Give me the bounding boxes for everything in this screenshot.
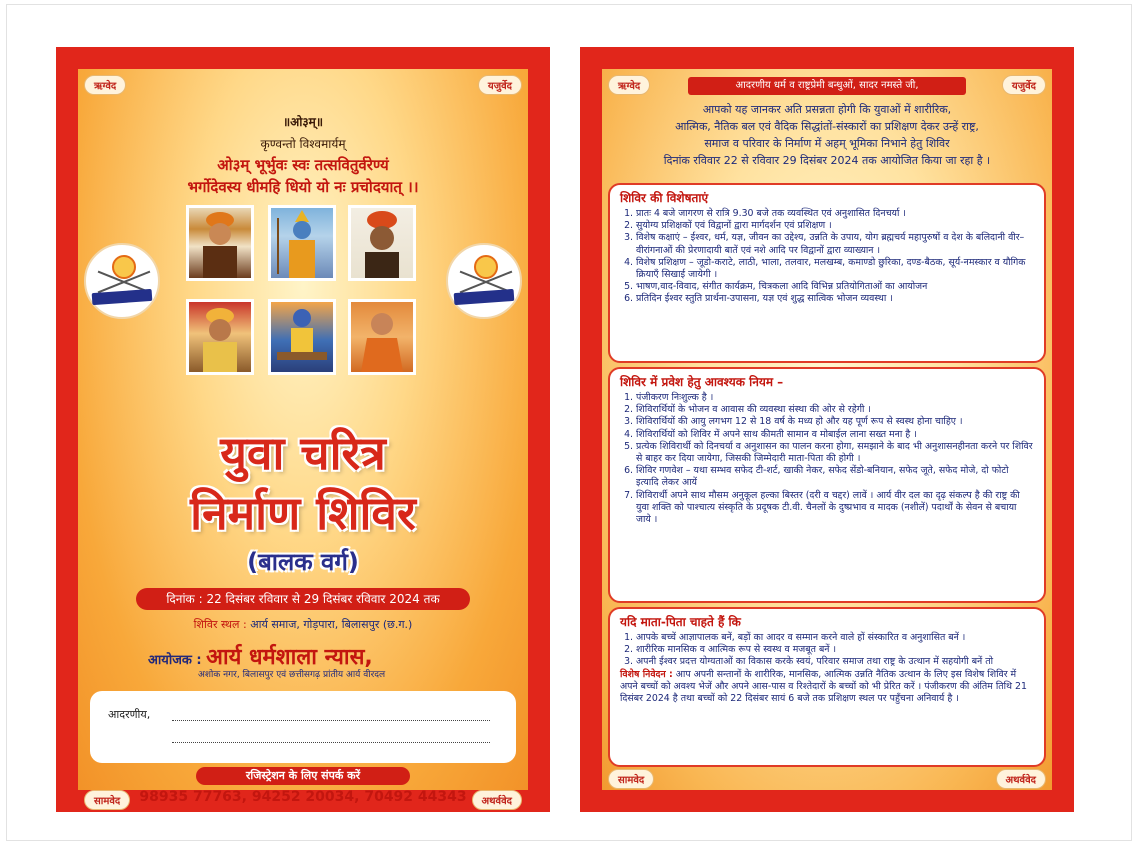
rules-heading: शिविर में प्रवेश हेतु आवश्यक नियम – <box>620 375 784 389</box>
corner-samaveda-label: सामवेद <box>84 790 130 810</box>
intro-line: दिनांक रविवार 22 से रविवार 29 दिसंबर 2024 तक आयोजित किया जा रहा है । <box>663 154 991 167</box>
list-item: 3. शिविरार्थियों की आयु लगभग 12 से 18 वर्ष के मध्य हो और यह पूर्ण रूप से स्वस्थ होना चाहिए । <box>636 416 1034 428</box>
admission-rules-box <box>608 367 1046 603</box>
special-request-text: आप अपनी सन्तानों के शारीरिक, मानसिक, आत्मिक उन्नति नैतिक उत्थान के लिए इस विशेष शिविर में अपने बच्चों को अवश्य भेजें और अपने आस-पास व रिश्तेदारों के बच्चों को भी प्रेरित करें । पंजीकरण की अंतिम तिथि 21 दिसंबर 2024 है तथा बच्चों को 22 दिसंबर सायं 6 बजे तक प्रशिक्षण स्थल पर पहुँचना अनिवार्य है । <box>620 668 1027 705</box>
corner-rigveda-label: ऋग्वेद <box>608 75 650 95</box>
corner-samaveda-label: सामवेद <box>608 769 654 789</box>
address-line-1 <box>172 719 490 721</box>
greeting-banner: आदरणीय धर्म व राष्ट्रप्रेमी बन्धुओं, सादर नमस्ते जी, <box>688 77 966 95</box>
list-item: 3. विशेष कक्षाएं – ईश्वर, धर्म, यज्ञ, जीवन का उद्देश्य, उन्नति के उपाय, योग ब्रह्मचर्य महापुरुषों व देश के बलिदानी वीर–वीरांगनाओं की प्रेरणादायी बातें एवं नशे आदि पर विद्वानों द्वारा व्याख्यान । <box>636 232 1034 256</box>
front-cover-panel <box>56 47 550 812</box>
back-cover-panel <box>580 47 1074 812</box>
organizer-address: अशोक नगर, बिलासपुर एवं छत्तीसगढ़ प्रांतीय आर्य वीरदल <box>198 670 386 680</box>
recipient-label: आदरणीय, <box>108 708 151 721</box>
list-item: 5. भाषण,वाद-विवाद, संगीत कार्यक्रम, चित्रकला आदि विभिन्न प्रतियोगिताओं का आयोजन <box>636 281 1034 293</box>
corner-rigveda-label: ऋग्वेद <box>84 75 126 95</box>
parents-list <box>620 632 1034 669</box>
list-item: 1. प्रातः 4 बजे जागरण से रात्रि 9.30 बजे तक व्यवस्थित एवं अनुशासित दिनचर्या । <box>636 208 1034 220</box>
date-banner: दिनांक : 22 दिसंबर रविवार से 29 दिसंबर रविवार 2024 तक <box>136 588 470 610</box>
om-emblem-icon <box>474 255 498 279</box>
registration-banner: रजिस्ट्रेशन के लिए संपर्क करें <box>196 767 410 785</box>
corner-atharvaveda-label: अथर्ववेद <box>996 769 1046 789</box>
organizer-label: आयोजक : <box>148 653 202 668</box>
intro-line: आत्मिक, नैतिक बल एवं वैदिक सिद्धांतों-संस्कारों का प्रशिक्षण देकर उन्हें राष्ट्र, <box>675 120 979 133</box>
list-item: 2. शिविरार्थियों के भोजन व आवास की व्यवस्था संस्था की ओर से रहेगी । <box>636 404 1034 416</box>
features-heading: शिविर की विशेषताएं <box>620 191 709 205</box>
portrait-deity-rama <box>268 205 336 281</box>
back-cover-inner <box>602 69 1052 790</box>
gayatri-mantra-line2: भर्गोदेवस्य धीमहि धियो यो नः प्रचोदयात् ।। <box>187 178 419 196</box>
list-item: 4. शिविरार्थियों को शिविर में अपने साथ कीमती सामान व मोबाईल लाना सख्त मना है । <box>636 429 1034 441</box>
list-item: 4. विशेष प्रशिक्षण – जूडो-कराटे, लाठी, भाला, तलवार, मलखम्ब, कमाण्डो छुरिका, दण्ड-बैठक, सूर्य-नमस्कार व यौगिक क्रियाएँ सिखाई जायेगी । <box>636 257 1034 281</box>
camp-features-box <box>608 183 1046 363</box>
special-request-label: विशेष निवेदन : <box>620 668 673 680</box>
om-emblem-icon <box>112 255 136 279</box>
intro-line: आपको यह जानकर अति प्रसन्नता होगी कि युवाओं में शारीरिक, <box>702 103 952 116</box>
list-item: 1. पंजीकरण निःशुल्क है । <box>636 392 1034 404</box>
corner-atharvaveda-label: अथर्ववेद <box>472 790 522 810</box>
special-request <box>620 669 1034 706</box>
address-line-2 <box>172 741 490 743</box>
portrait-warrior <box>348 205 416 281</box>
list-item: 2. शारीरिक मानसिक व आत्मिक रूप से स्वस्थ व मजबूत बनें । <box>636 644 1034 656</box>
portrait-saint-1 <box>186 205 254 281</box>
list-item: 7. शिविरार्थी अपने साथ मौसम अनुकूल हल्का बिस्तर (दरी व चद्दर) लावें । आर्य वीर दल का दृढ़ संकल्प है की राष्ट्र की युवा शक्ति को पाश्चात्य संस्कृति के प्रदूषक टी.वी. चैनलों के दुष्प्रभाव व मादक (नशीलें) पदार्थों के सेवन से बचाया जाये । <box>636 490 1034 527</box>
features-list <box>620 208 1034 306</box>
arya-veer-dal-emblem-icon <box>84 243 160 319</box>
list-item: 2. सुयोग्य प्रशिक्षकों एवं विद्वानों द्वारा मार्गदर्शन एवं प्रशिक्षण । <box>636 220 1034 232</box>
main-title-line1: युवा चरित्र <box>220 426 386 480</box>
motto-text: कृण्वन्तो विश्वमार्यम् <box>260 137 346 151</box>
list-item: 3. अपनी ईश्वर प्रदत्त योग्यताओं का विकास करके स्वयं, परिवार समाज तथा राष्ट्र के उत्थान में सहयोगी बनें तो <box>636 656 1034 668</box>
parents-heading: यदि माता-पिता चाहते हैं कि <box>620 615 741 629</box>
organizer-name: आर्य धर्मशाला न्यास, <box>206 645 373 670</box>
venue-label: शिविर स्थल : <box>193 618 247 631</box>
contact-phone-numbers: 98935 77763, 94252 20034, 70492 44343 <box>139 789 467 805</box>
subtitle-category: (बालक वर्ग) <box>247 548 359 576</box>
portrait-deity-krishna <box>268 299 336 375</box>
corner-yajurveda-label: यजुर्वेद <box>478 75 522 95</box>
list-item: 6. प्रतिदिन ईश्वर स्तुति प्रार्थना-उपासना, यज्ञ एवं शुद्ध सात्विक भोजन व्यवस्था । <box>636 293 1034 305</box>
arya-veer-dal-emblem-icon <box>446 243 522 319</box>
list-item: 6. शिविर गणवेश – यथा सम्भव सफेद टी-शर्ट, खाकी नेकर, सफेद सेंडो-बनियान, सफेद जूते, सफेद मोजे, दो फोटो इत्यादि लेकर आयें <box>636 465 1034 489</box>
venue-line <box>78 617 528 632</box>
main-title-line2: निर्माण शिविर <box>190 486 416 540</box>
list-item: 5. प्रत्येक शिविरार्थी को दिनचर्या व अनुशासन का पालन करना होगा, समझाने के बाद भी अनुशासनहीनता करने पर शिविर से बाहर कर दिया जायेगा, जिसकी जिम्मेदारी माता-पिता की होगी । <box>636 441 1034 465</box>
portrait-saint-2 <box>348 299 416 375</box>
list-item: 1. आपके बच्चें आज्ञापालक बनें, बड़ों का आदर व सम्मान करने वाले हों संस्कारित व अनुशासित बनें । <box>636 632 1034 644</box>
corner-yajurveda-label: यजुर्वेद <box>1002 75 1046 95</box>
om-heading: ॥ओ३म्॥ <box>282 115 324 129</box>
parents-appeal-box <box>608 607 1046 767</box>
front-cover-inner <box>78 69 528 807</box>
intro-line: समाज व परिवार के निर्माण में अहम् भूमिका निभाने हेतु शिविर <box>704 137 950 150</box>
recipient-address-box <box>90 691 516 763</box>
gayatri-mantra-line1: ओ३म् भूर्भुवः स्वः तत्सवितुर्वरेण्यं <box>217 156 389 174</box>
portrait-shivaji <box>186 299 254 375</box>
intro-paragraph <box>612 101 1042 169</box>
rules-list <box>620 392 1034 526</box>
venue-text: आर्य समाज, गोड़पारा, बिलासपुर (छ.ग.) <box>250 618 413 631</box>
